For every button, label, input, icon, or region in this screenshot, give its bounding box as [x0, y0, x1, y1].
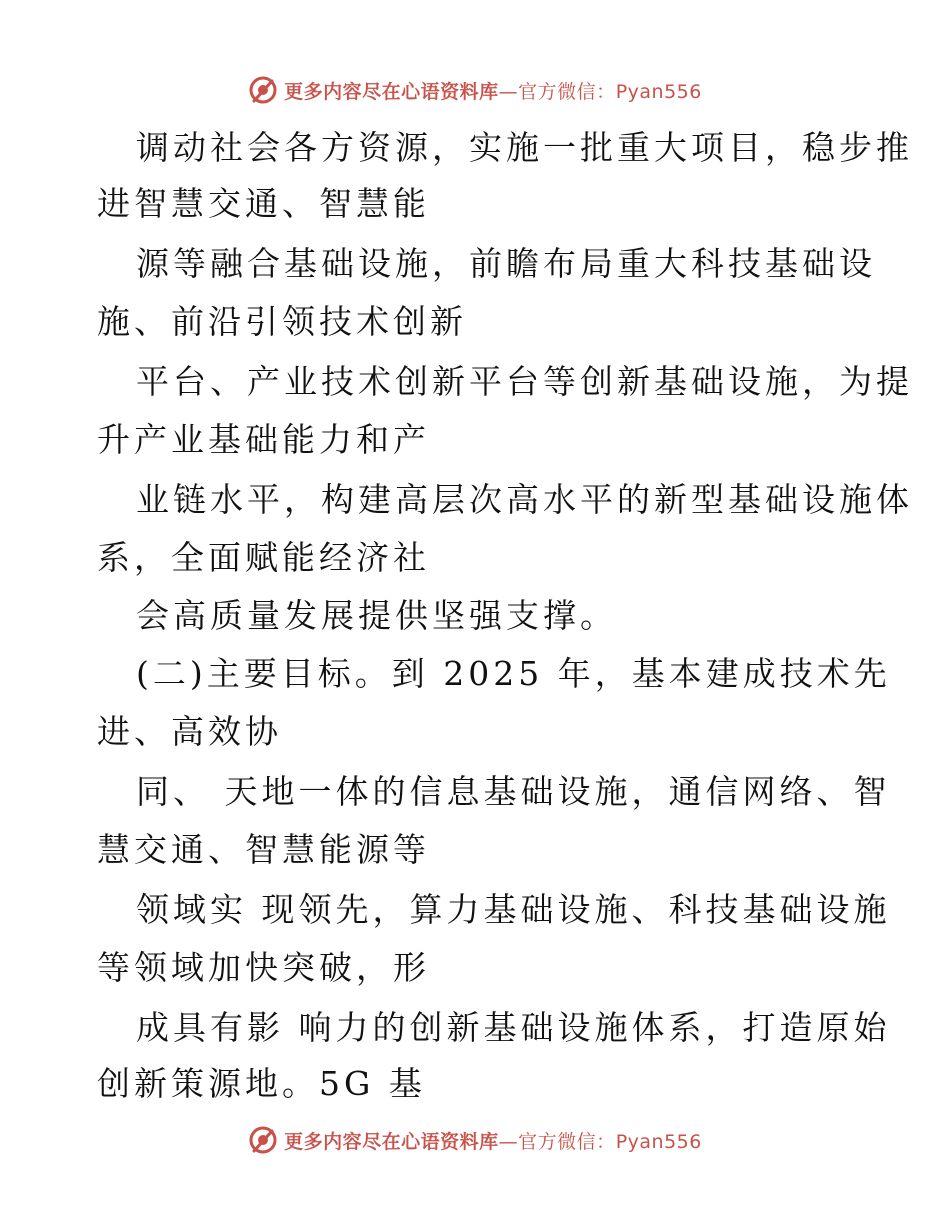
footer-watermark: [0, 1120, 950, 1160]
text-line: 成具有影 响力的创新基础设施体系，打造原始: [136, 1008, 891, 1047]
text-line: 进、高效协: [97, 712, 282, 751]
text-line: 同、 天地一体的信息基础设施，通信网络、智: [136, 772, 891, 811]
text-line: 创新策源地。5G 基: [97, 1064, 426, 1103]
text-line: 升产业基础能力和产: [97, 420, 430, 459]
watermark-logo-icon: [248, 75, 278, 105]
watermark-text: 更多内容尽在心语资料库—官方微信：Pyan556: [284, 80, 702, 103]
text-line: 平台、产业技术创新平台等创新基础设施，为提: [136, 362, 913, 401]
text-line: 施、前沿引领技术创新: [97, 302, 467, 341]
text-line: 会高质量发展提供坚强支撑。: [136, 596, 617, 635]
text-line: 源等融合基础设施，前瞻布局重大科技基础设: [136, 244, 876, 283]
text-line: 慧交通、智慧能源等: [97, 830, 430, 869]
text-line: (二)主要目标。到 2025 年，基本建成技术先: [136, 654, 891, 693]
watermark-text: 更多内容尽在心语资料库—官方微信：Pyan556: [284, 1130, 702, 1153]
text-line: 领域实 现领先，算力基础设施、科技基础设施: [136, 890, 891, 929]
text-line: 系，全面赋能经济社: [97, 538, 430, 577]
text-line: 进智慧交通、智慧能: [97, 184, 430, 223]
watermark-logo-icon: [248, 1125, 278, 1155]
text-line: 业链水平，构建高层次高水平的新型基础设施体: [136, 480, 913, 519]
header-watermark: [0, 70, 950, 110]
text-line: 调动社会各方资源，实施一批重大项目，稳步推: [136, 128, 913, 167]
text-line: 等领域加快突破，形: [97, 948, 430, 987]
